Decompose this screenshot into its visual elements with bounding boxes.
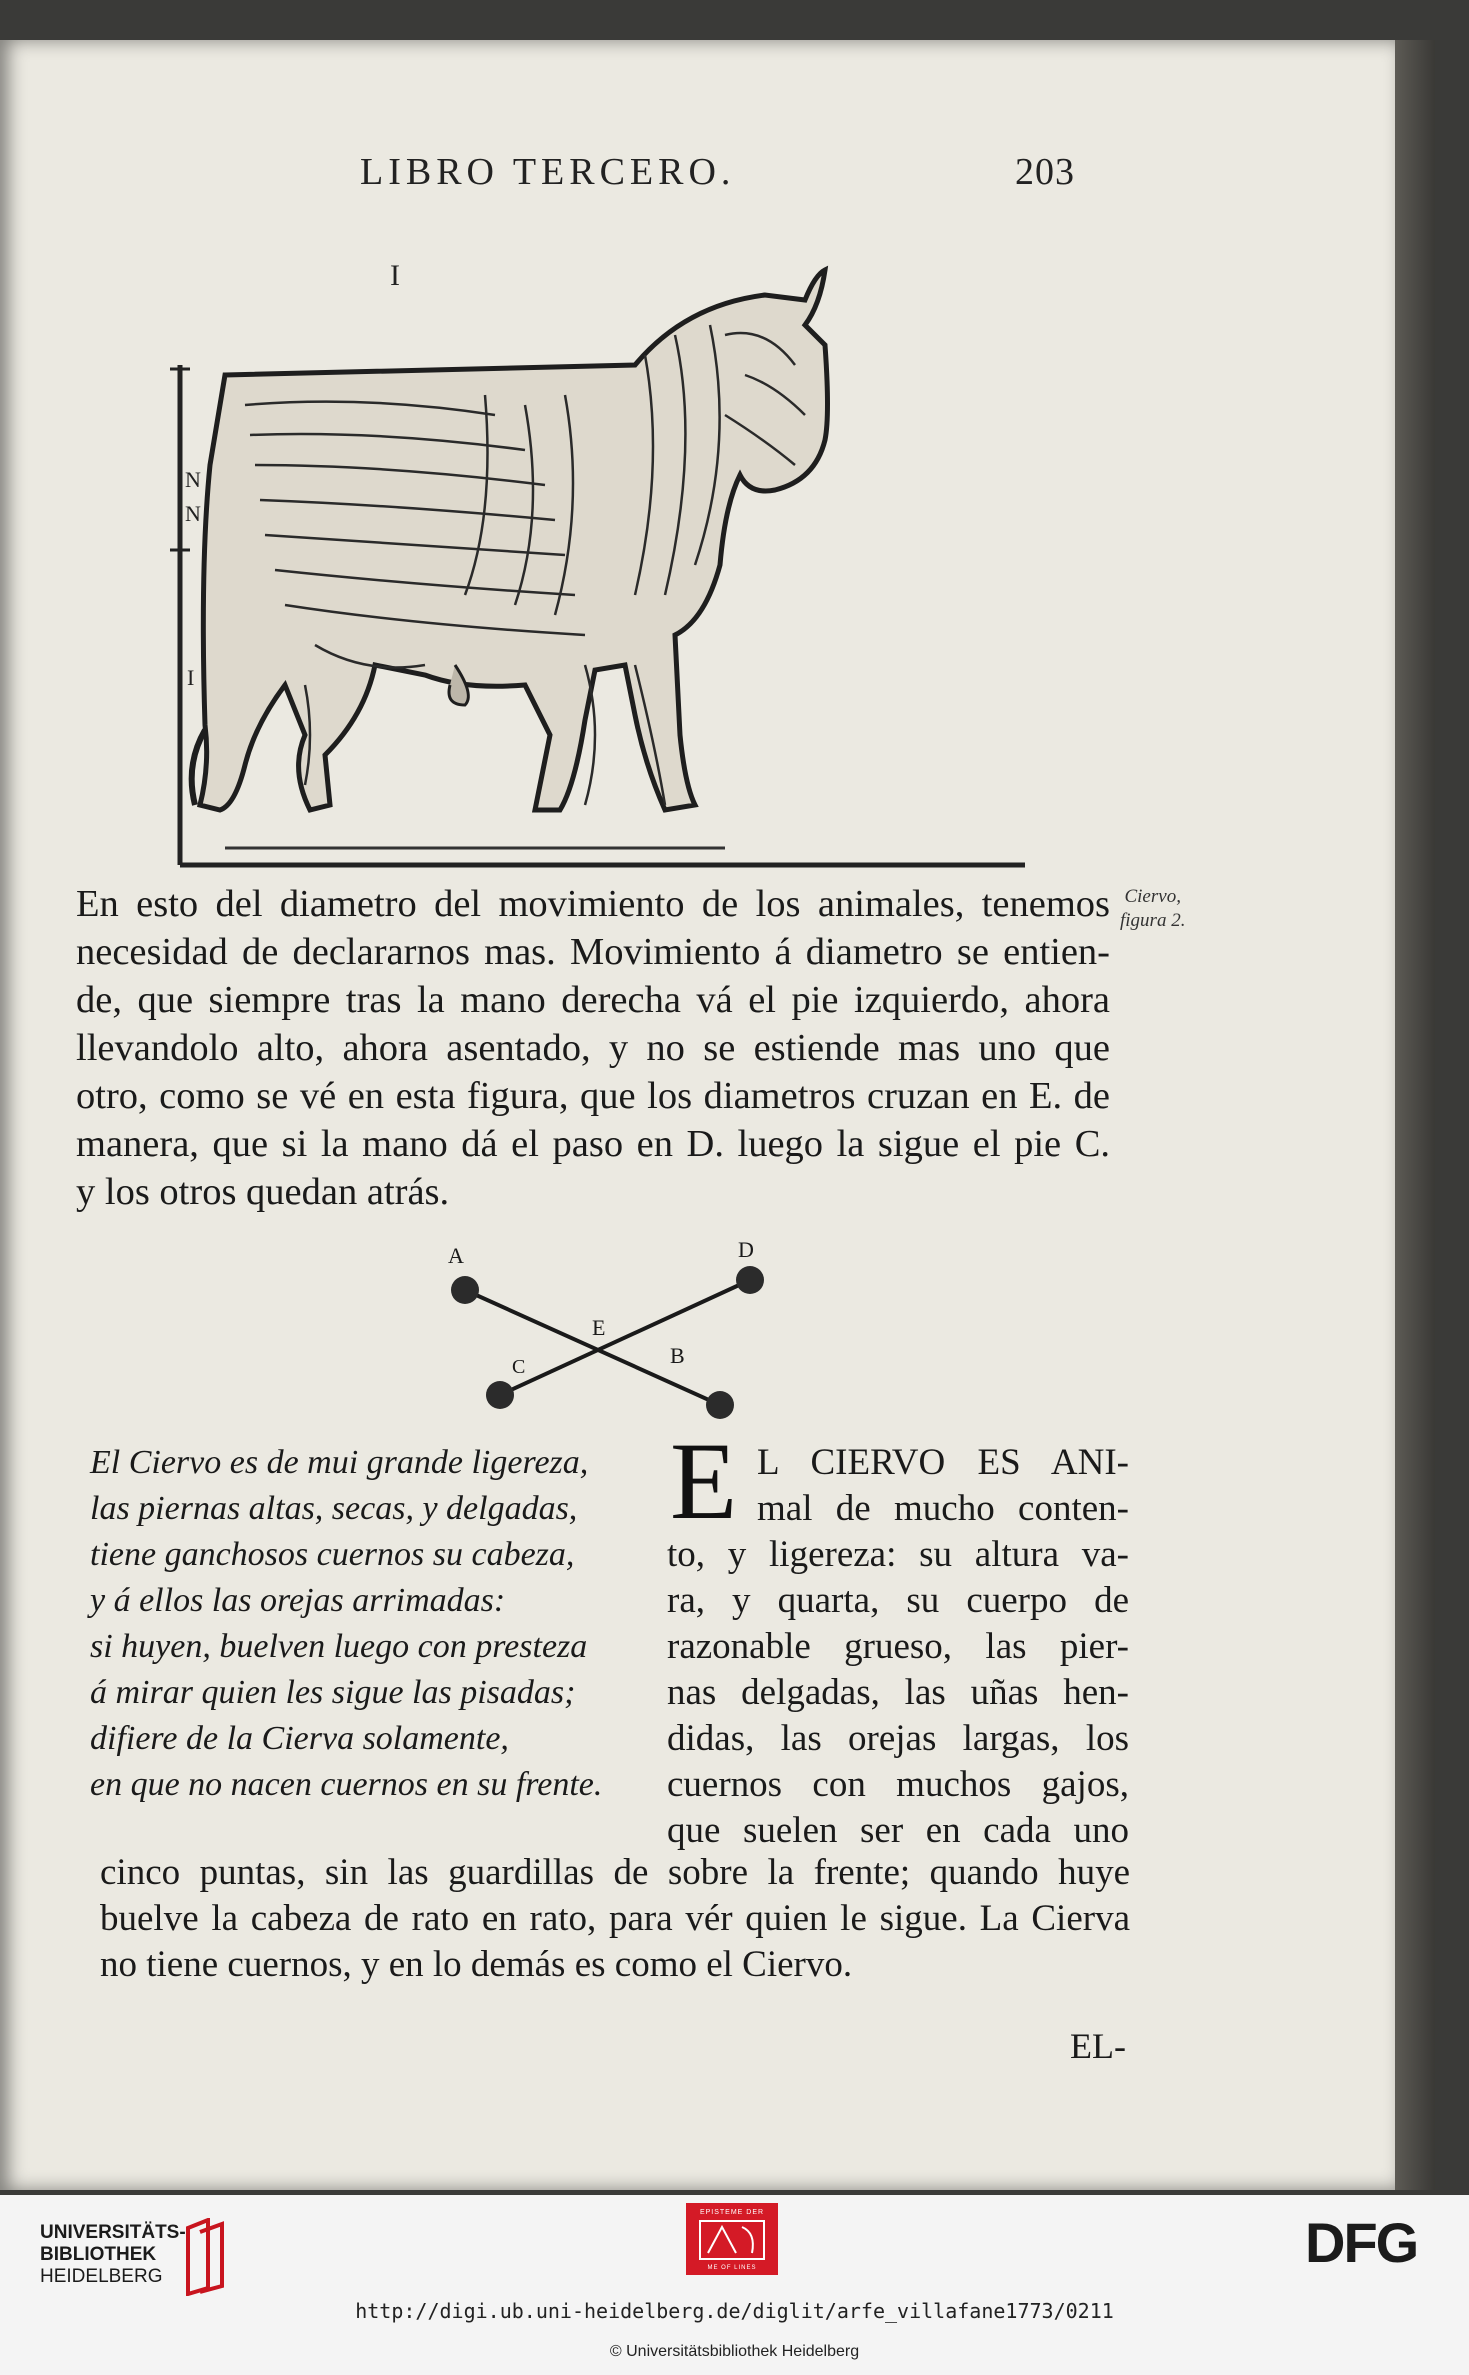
running-head: LIBRO TERCERO. xyxy=(360,151,736,193)
text-line: de, que siempre tras la mano derecha vá el pie izquierdo, ahora xyxy=(76,979,1110,1021)
university-mark-icon xyxy=(182,2218,228,2296)
text-line: L CIERVO ES ANI- xyxy=(757,1442,1129,1483)
bull-woodcut-illustration xyxy=(165,265,1035,875)
text-line: llevandolo alto, ahora asentado, y no se estiende mas uno que xyxy=(76,1027,1110,1069)
text-line: otro, como se vé en esta figura, que los diametros cruzan en E. de xyxy=(76,1075,1110,1117)
text-line: manera, que si la mano dá el paso en D. luego la sigue el pie C. xyxy=(76,1123,1110,1165)
university-name-line: BIBLIOTHEK xyxy=(40,2244,157,2265)
text-line: no tiene cuernos, y en lo demás es como el Ciervo. xyxy=(100,1944,853,1985)
margin-note-line: figura 2. xyxy=(1120,910,1186,931)
figure-label: I xyxy=(390,265,400,292)
text-line: razonable grueso, las pier- xyxy=(667,1626,1129,1667)
verse-line: tiene ganchosos cuernos su cabeza, xyxy=(90,1536,575,1573)
copyright-notice: © Universitätsbibliothek Heidelberg xyxy=(609,2343,860,2360)
university-name-line: UNIVERSITÄTS- xyxy=(40,2222,186,2243)
verse-line: en que no nacen cuernos en su frente. xyxy=(90,1766,603,1803)
text-line: didas, las orejas largas, los xyxy=(667,1718,1129,1759)
text-line: En esto del diametro del movimiento de los animales, tenemos xyxy=(76,883,1110,925)
prose-column xyxy=(667,1440,1129,1854)
catchword: EL- xyxy=(1070,2026,1126,2066)
viewer-footer xyxy=(0,2195,1469,2375)
text-line: nas delgadas, las uñas hen- xyxy=(667,1672,1129,1713)
verse-line: y á ellos las orejas arrimadas: xyxy=(90,1582,506,1619)
point-d xyxy=(736,1266,764,1294)
text-line: cuernos con muchos gajos, xyxy=(667,1764,1129,1805)
text-line: mal de mucho conten- xyxy=(757,1488,1129,1529)
permalink[interactable]: http://digi.ub.uni-heidelberg.de/diglit/arfe_villafane1773/0211 xyxy=(355,2299,1114,2323)
text-line: buelve la cabeza de rato en rato, para vér quien le sigue. La Cierva xyxy=(100,1898,1130,1939)
page-edge xyxy=(1395,40,1435,2190)
verse-stanza xyxy=(90,1440,660,1808)
point-b xyxy=(706,1391,734,1419)
episteme-logo[interactable] xyxy=(686,2203,778,2275)
label-d: D xyxy=(738,1237,754,1262)
diameter-diagram xyxy=(420,1235,780,1425)
scale-mark: N xyxy=(185,501,201,526)
label-b: B xyxy=(670,1343,685,1368)
text-line: necesidad de declararnos mas. Movimiento á diametro se entien- xyxy=(76,931,1110,973)
verse-line: difiere de la Cierva solamente, xyxy=(90,1720,509,1757)
episteme-text: EPISTEME DER xyxy=(699,2209,765,2216)
margin-note-line: Ciervo, xyxy=(1124,886,1181,907)
text-line: ra, y quarta, su cuerpo de xyxy=(667,1580,1129,1621)
text-line: to, y ligereza: su altura va- xyxy=(667,1534,1129,1575)
label-a: A xyxy=(448,1243,464,1268)
verse-line: á mirar quien les sigue las pisadas; xyxy=(90,1674,576,1711)
point-c xyxy=(486,1381,514,1409)
university-city: HEIDELBERG xyxy=(40,2266,163,2287)
paragraph-cierva xyxy=(100,1850,1130,1988)
text-line: y los otros quedan atrás. xyxy=(76,1171,450,1213)
verse-line: si huyen, buelven luego con presteza xyxy=(90,1628,588,1665)
text-line: cinco puntas, sin las guardillas de sobre la frente; quando huye xyxy=(100,1852,1130,1893)
dfg-logo[interactable]: DFG xyxy=(1305,2211,1418,2274)
scale-mark: I xyxy=(187,665,195,690)
paragraph-movement xyxy=(76,880,1110,1216)
university-logo[interactable] xyxy=(20,2210,220,2300)
verse-line: las piernas altas, secas, y delgadas, xyxy=(90,1490,578,1527)
label-c: C xyxy=(512,1356,526,1378)
episteme-text: ME OF LINES xyxy=(707,2265,757,2271)
page-number: 203 xyxy=(1015,151,1075,193)
drop-cap: E xyxy=(670,1420,738,1542)
point-a xyxy=(451,1276,479,1304)
book-page xyxy=(0,40,1395,2190)
margin-note xyxy=(1120,885,1185,933)
verse-line: El Ciervo es de mui grande ligereza, xyxy=(90,1444,589,1481)
label-e: E xyxy=(592,1315,606,1340)
university-name xyxy=(40,2222,186,2266)
scale-mark: N xyxy=(185,467,201,492)
text-line: que suelen ser en cada uno xyxy=(667,1810,1129,1851)
